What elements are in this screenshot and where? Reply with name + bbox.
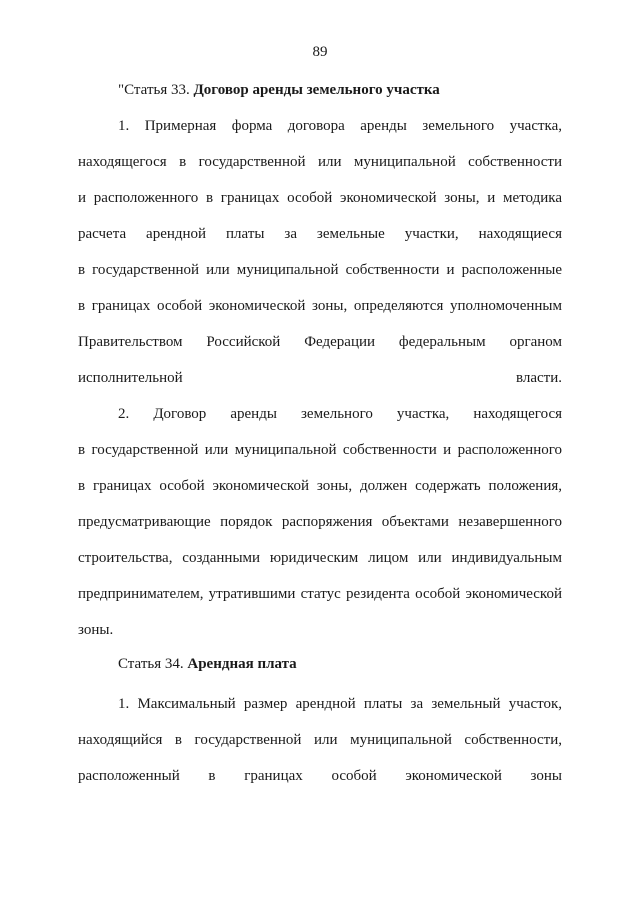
article-33-heading [118,82,440,99]
text-line: зоны. [78,622,114,638]
text-line: в границах особой экономической зоны, определяются уполномоченным [78,298,562,314]
text-line: расположенный в границах особой экономической зоны [78,768,562,784]
article-33-paragraph-2 [78,396,562,648]
text-line: предпринимателем, утратившими статус резидента особой экономической [78,586,562,602]
text-line: в границах особой экономической зоны, должен содержать положения, [78,478,562,494]
text-line: 1. Максимальный размер арендной платы за земельный участок, [118,696,562,712]
text-line: в государственной или муниципальной собственности и расположенные [78,262,562,278]
article-34-prefix: Статья 34. [118,656,184,672]
text-line: находящийся в государственной или муниципальной собственности, [78,732,562,748]
article-33-paragraph-1 [78,108,562,396]
text-line: предусматривающие порядок распоряжения объектами незавершенного [78,514,562,530]
text-line: находящегося в государственной или муниципальной собственности [78,154,562,170]
text-line: 2. Договор аренды земельного участка, находящегося [118,406,562,422]
article-34-title: Арендная плата [187,656,297,672]
text-line: 1. Примерная форма договора аренды земельного участка, [118,118,562,134]
text-line: и расположенного в границах особой экономической зоны, и методика [78,190,562,206]
text-line: строительства, созданными юридическим лицом или индивидуальным [78,550,562,566]
article-34-paragraph-1 [78,686,562,794]
page-number: 89 [312,44,328,60]
text-line: в государственной или муниципальной собственности и расположенного [78,442,562,458]
text-line: расчета арендной платы за земельные участки, находящиеся [78,226,562,242]
text-line: исполнительной власти. [78,370,562,386]
article-33-title: Договор аренды земельного участка [193,82,440,98]
article-34-heading [118,656,297,673]
text-line: Правительством Российской Федерации федеральным органом [78,334,562,350]
article-33-prefix: "Статья 33. [118,82,190,98]
